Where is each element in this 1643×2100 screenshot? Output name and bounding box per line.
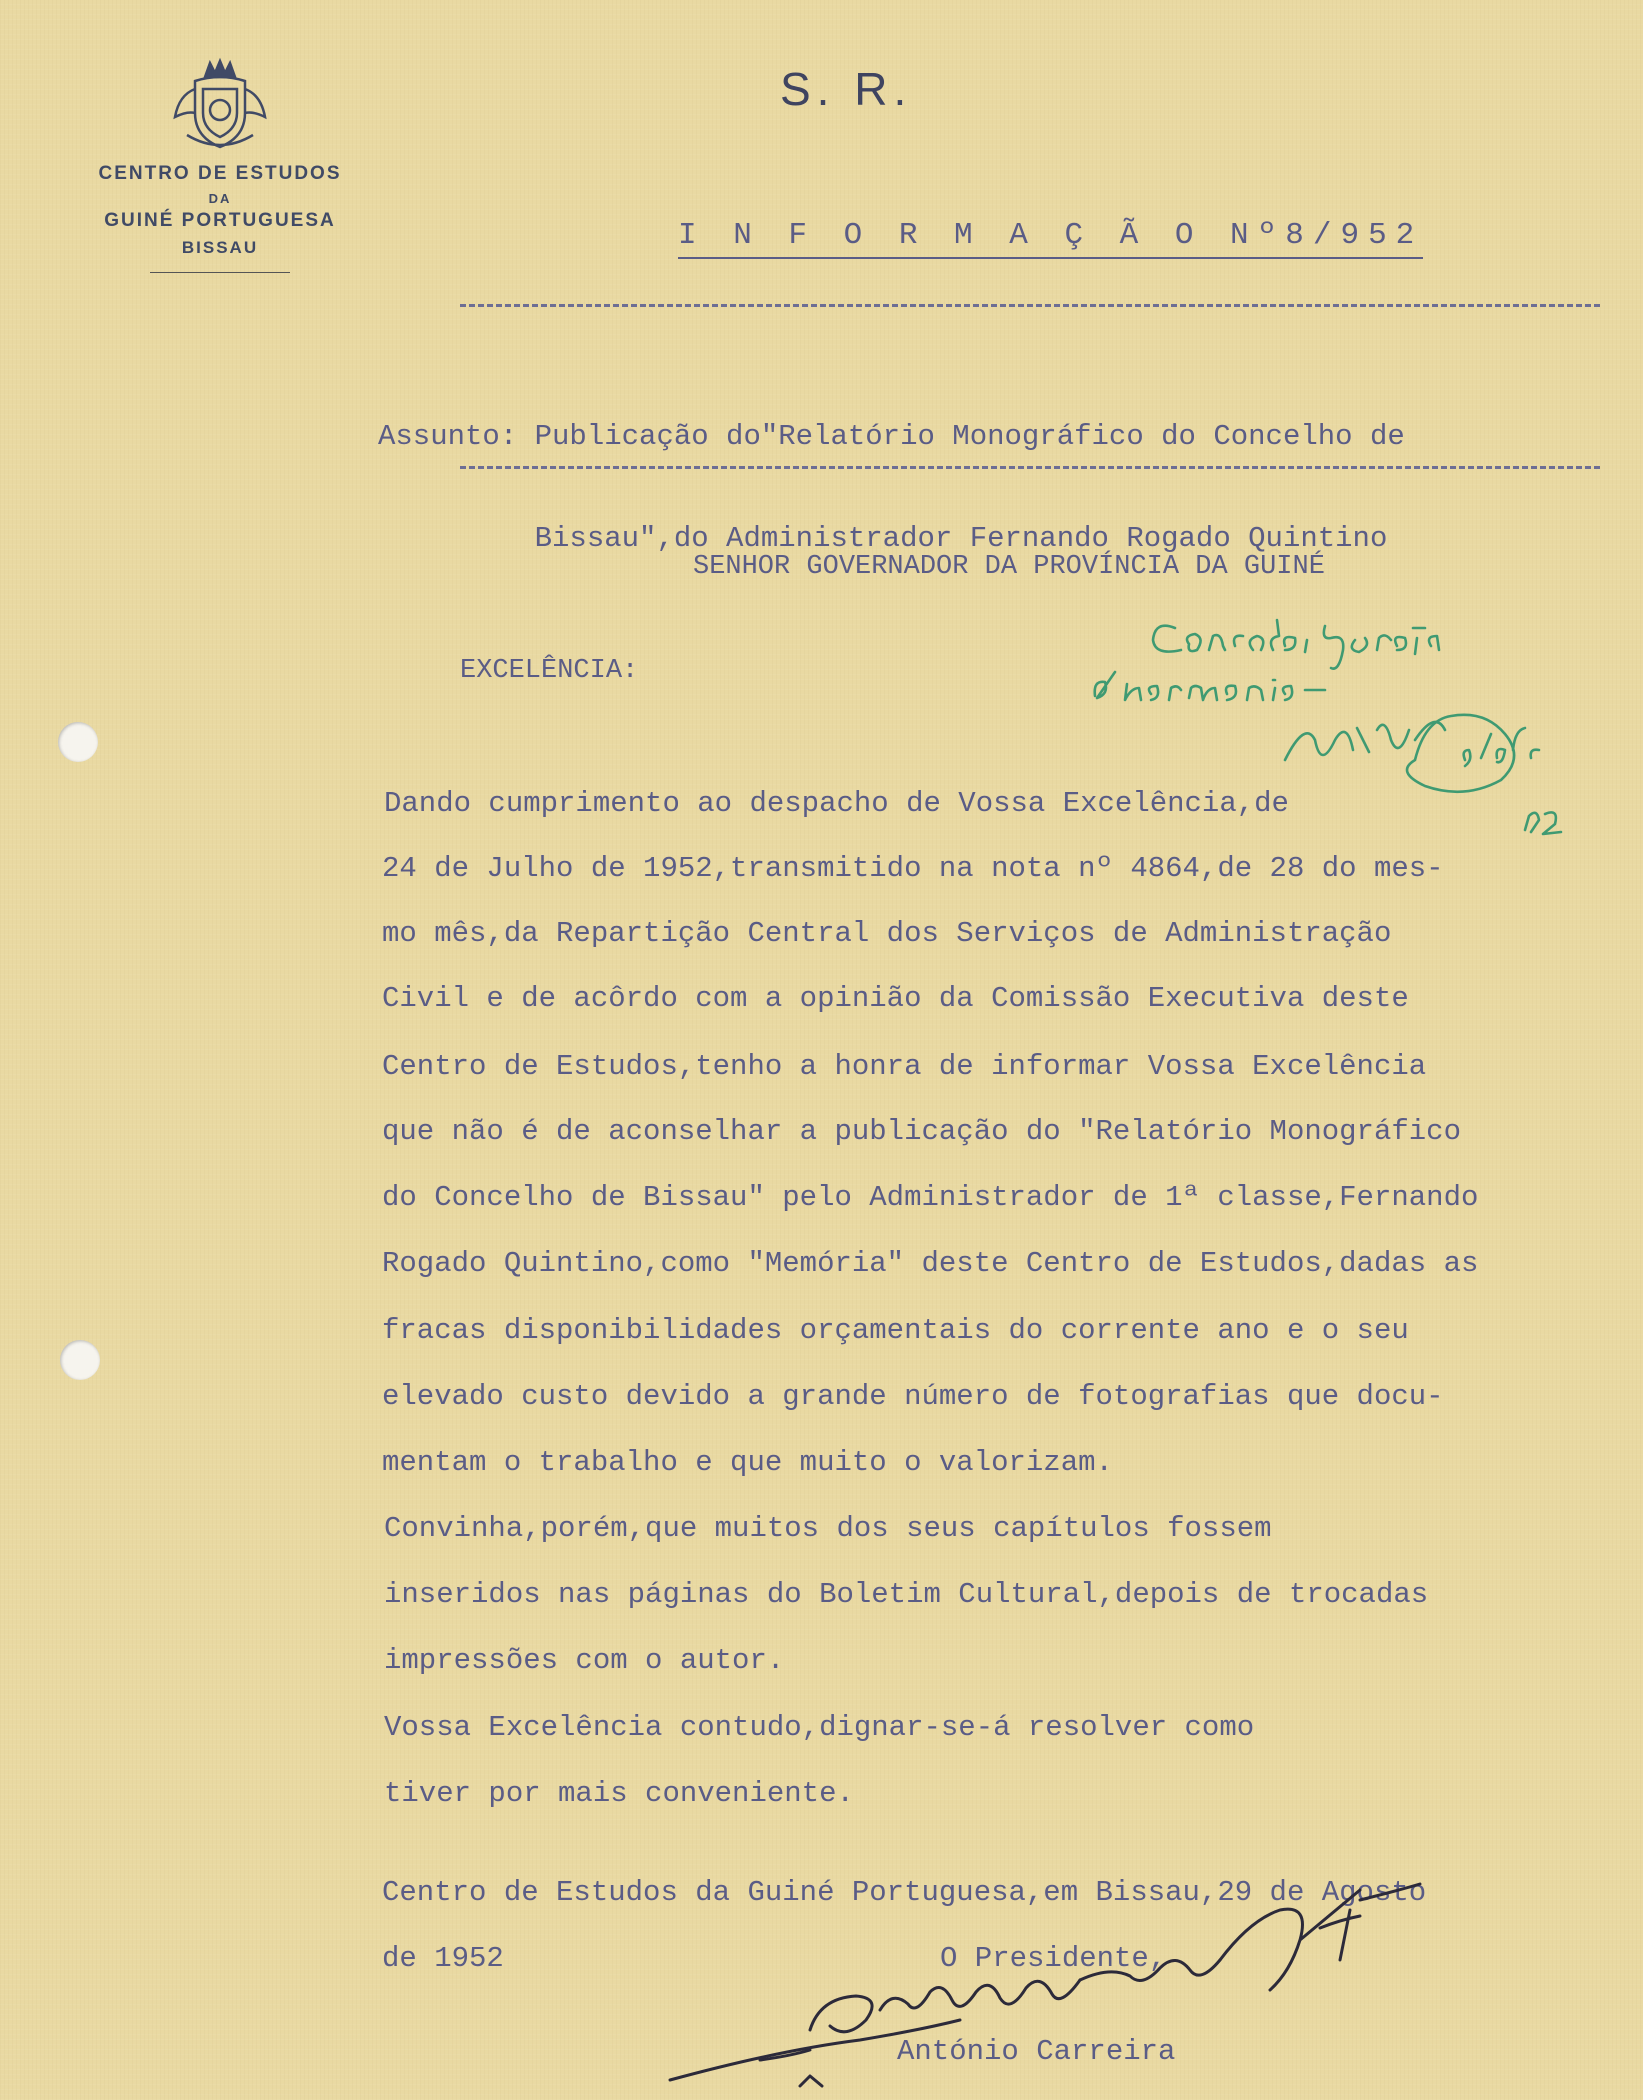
dashed-divider xyxy=(460,304,1600,307)
classification-mark: S. R. xyxy=(780,63,913,115)
body-text-line: mo mês,da Repartição Central dos Serviços de Administração xyxy=(382,917,1392,950)
body-text-line: tiver por mais conveniente. xyxy=(384,1777,854,1810)
body-text-line: Centro de Estudos,tenho a honra de informar Vossa Excelência xyxy=(382,1050,1427,1083)
body-text-line: Civil e de acôrdo com a opinião da Comissão Executiva deste xyxy=(382,982,1409,1015)
org-name-line3: GUINÉ PORTUGUESA xyxy=(104,210,336,231)
org-name-line4: BISSAU xyxy=(181,238,259,257)
subject-line: Assunto: Publicação do"Relatório Monográfico do Concelho de xyxy=(378,420,1405,453)
document-title: I N F O R M A Ç Ã O Nº8/952 xyxy=(678,218,1423,259)
body-text-line: mentam o trabalho e que muito o valorizam. xyxy=(382,1446,1113,1479)
org-name-line1: CENTRO DE ESTUDOS xyxy=(98,163,342,184)
body-text-line: inseridos nas páginas do Boletim Cultural,depois de trocadas xyxy=(384,1578,1429,1611)
place-date-line: de 1952 xyxy=(382,1942,504,1975)
body-text-line: impressões com o autor. xyxy=(384,1644,785,1677)
body-text-line: 24 de Julho de 1952,transmitido na nota nº 4864,de 28 do mes- xyxy=(382,852,1444,885)
body-text-line: que não é de aconselhar a publicação do "Relatório Monográfico xyxy=(382,1115,1461,1148)
signatory-role: O Presidente, xyxy=(940,1942,1167,1975)
body-text-line: Convinha,porém,que muitos dos seus capítulos fossem xyxy=(384,1512,1272,1545)
body-text-line: Vossa Excelência contudo,dignar-se-á resolver como xyxy=(384,1711,1255,1744)
org-name-line2: DA xyxy=(208,191,232,206)
signatory-name: António Carreira xyxy=(897,2035,1176,2068)
subject-line: Bissau",do Administrador Fernando Rogado Quintino xyxy=(378,522,1388,555)
letterhead-divider xyxy=(150,272,290,273)
body-text-line: elevado custo devido a grande número de fotografias que docu- xyxy=(382,1380,1444,1413)
body-text-line: Dando cumprimento ao despacho de Vossa Excelência,de xyxy=(384,787,1289,820)
letterhead xyxy=(55,55,385,273)
salutation: EXCELÊNCIA: xyxy=(460,656,639,686)
body-text-line: do Concelho de Bissau" pelo Administrador de 1ª classe,Fernando xyxy=(382,1181,1479,1214)
punch-hole xyxy=(60,1340,100,1380)
place-date-line: Centro de Estudos da Guiné Portuguesa,em Bissau,29 de Agosto xyxy=(382,1876,1427,1909)
body-text-line: Rogado Quintino,como "Memória" deste Centro de Estudos,dadas as xyxy=(382,1247,1479,1280)
punch-hole xyxy=(58,722,98,762)
body-text-line: fracas disponibilidades orçamentais do corrente ano e o seu xyxy=(382,1314,1409,1347)
addressee: SENHOR GOVERNADOR DA PROVÍNCIA DA GUINÉ xyxy=(693,552,1325,582)
coat-of-arms-icon xyxy=(165,55,275,155)
